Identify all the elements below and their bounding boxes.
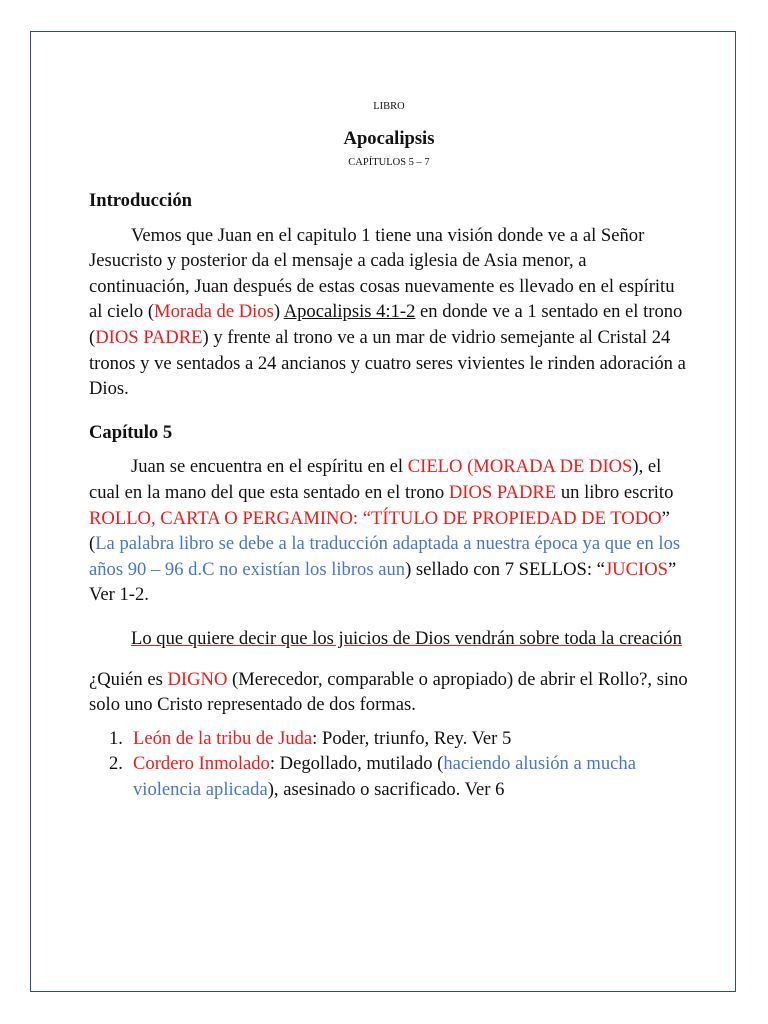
list-item-text-end: ), asesinado o sacrificado. Ver 6: [267, 778, 505, 800]
document-title: Apocalipsis: [343, 128, 435, 149]
question-text-1: ¿Quién es: [89, 668, 168, 690]
cap5-highlight-rollo: ROLLO, CARTA O PERGAMINO: “TÍTULO DE PROPIEDAD DE TODO: [89, 507, 662, 529]
underlined-sentence: [89, 626, 689, 652]
list-item-text: : Poder, triunfo, Rey. Ver 5: [312, 727, 512, 749]
cap5-text-3: un libro escrito: [556, 481, 674, 503]
document-content: [89, 100, 689, 802]
intro-highlight-morada: Morada de Dios: [154, 301, 274, 323]
list-item: [89, 726, 689, 752]
question-text-2: (Merecedor, comparable o apropiado) de abrir el Rollo?, sino solo uno Cristo representado de dos formas.: [89, 668, 688, 716]
cap5-highlight-jucios: JUCIOS: [604, 558, 668, 580]
cap5-text-4: ” (: [89, 507, 670, 555]
list-item: [89, 751, 689, 802]
chapters-label: CAPÍTULOS 5 – 7: [348, 157, 430, 168]
intro-paragraph: [89, 223, 689, 402]
cap5-highlight-cielo: CIELO (MORADA DE DIOS: [407, 456, 633, 478]
intro-text-4: ) y frente al trono ve a un mar de vidrio semejante al Cristal 24 tronos y ve sentados a 24 ancianos y cuatro seres vivientes le rinden adoración a Dios.: [89, 326, 686, 400]
list-item-red: León de la tribu de Juda: [133, 727, 313, 749]
cap5-text-5: ) sellado con 7 SELLOS: “: [405, 558, 605, 580]
cap5-text-1: Juan se encuentra en el espíritu en el: [131, 456, 408, 478]
intro-text-3: en donde ve a 1 sentado en el trono (: [89, 301, 683, 348]
cap5-highlight-dios-padre: DIOS PADRE: [448, 481, 557, 503]
cap5-note-blue: La palabra libro se debe a la traducción adaptada a nuestra época ya que en los años 90 – 96 d.C no existían los libros aun: [89, 533, 681, 580]
intro-text-1: Vemos que Juan en el capitulo 1 tiene una visión donde ve a al Señor Jesucristo y posterior da el mensaje a cada iglesia de Asia menor, a continuación, Juan después de estas cosas nuevamente es llevado en el espíritu al cielo (: [89, 224, 675, 323]
numbered-list: [89, 726, 689, 803]
chapter5-paragraph: [89, 454, 689, 608]
intro-heading: Introducción: [89, 190, 192, 211]
question-highlight-digno: DIGNO: [167, 668, 228, 690]
intro-highlight-dios-padre: DIOS PADRE: [95, 326, 203, 348]
cap5-text-2: ), el cual en la mano del que esta sentado en el trono: [89, 456, 662, 503]
intro-reference: Apocalipsis 4:1-2: [283, 301, 416, 323]
list-number: 2.: [109, 753, 123, 775]
book-label: LIBRO: [373, 101, 405, 112]
document-page: [30, 31, 736, 992]
list-number: 1.: [109, 727, 123, 749]
chapter5-heading: Capítulo 5: [89, 421, 173, 443]
question-paragraph: [89, 667, 689, 718]
list-item-red: Cordero Inmolado: [133, 753, 270, 775]
cap5-text-6: ” Ver 1-2.: [89, 558, 677, 606]
intro-text-2: ): [273, 301, 284, 323]
list-item-blue: haciendo alusión a mucha violencia aplicada: [133, 753, 636, 800]
list-item-text: : Degollado, mutilado (: [269, 753, 444, 775]
underlined-sentence-text: Lo que quiere decir que los juicios de Dios vendrán sobre toda la creación: [131, 627, 682, 649]
